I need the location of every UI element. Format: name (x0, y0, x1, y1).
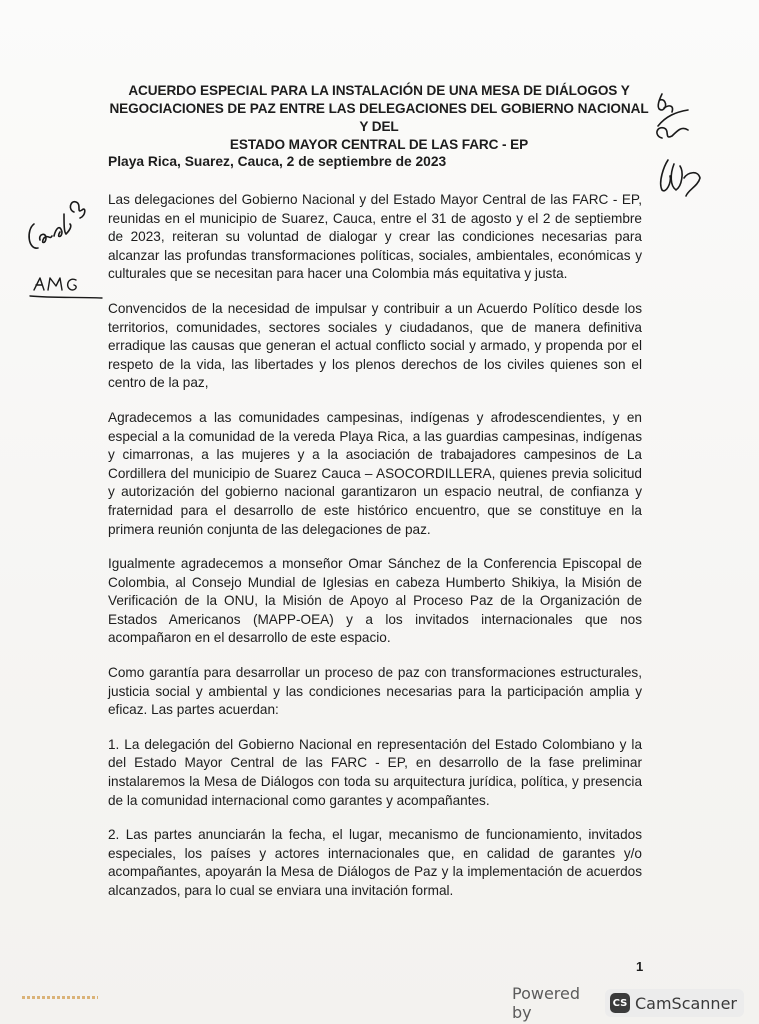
document-body (108, 191, 642, 917)
watermark-brand: CamScanner (634, 993, 737, 1013)
paragraph-garantia: Como garantía para desarrollar un proceso de paz con transformaciones estructurales, justicia social y ambiental y las condiciones necesarias para la participación amplia y eficaz. Las partes acuerdan: (108, 665, 642, 718)
signature-top-right (648, 86, 708, 216)
signature-left-margin (20, 194, 100, 264)
dateline: Playa Rica, Suarez, Cauca, 2 de septiembre de 2023 (108, 154, 447, 169)
title-line-2: NEGOCIACIONES DE PAZ ENTRE LAS DELEGACIONES DEL GOBIERNO NACIONAL Y DEL (109, 101, 649, 134)
paragraph-agradecemos: Agradecemos a las comunidades campesinas, indígenas y afrodescendientes, y en especial a la comunidad de la vereda Playa Rica, a las guardias campesinas, indígenas y cimarronas, a las mujeres y a la asociación de trabajadores campesinos de La Cordillera del municipio de Suarez Cauca – ASOCORDILLERA, quienes previa solicitud y autorización del gobierno nacional garantizaron un espacio neutral, de confianza y fraternidad para el desarrollo de este histórico encuentro, que se constituye en la primera reunión conjunta de las delegaciones de paz. (108, 409, 642, 537)
camscanner-logo-icon: CS (610, 993, 630, 1013)
initials-amg (26, 272, 106, 302)
watermark-badge (605, 989, 744, 1017)
paragraph-convencidos: Convencidos de la necesidad de impulsar y contribuir a un Acuerdo Político desde los territorios, comunidades, sectores sociales y ciudadanos, que de manera definitiva erradique las causas que generan el actual conflicto social y armado, y propenda por el respeto de la vida, las libertades y los plenos derechos de los civiles quienes son el centro de la paz, (108, 300, 642, 391)
paragraph-igualmente: Igualmente agradecemos a monseñor Omar Sánchez de la Conferencia Episcopal de Colombia, al Consejo Mundial de Iglesias en cabeza Humberto Shikiya, la Misión de Verificación de la ONU, la Misión de Apoyo al Proceso Paz de la Organización de Estados Americanos (MAPP-OEA) y a los invitados internacionales que nos acompañaron en el desarrollo de este espacio. (108, 556, 642, 646)
footer-decoration (22, 996, 98, 999)
paragraph-point-2: 2. Las partes anunciarán la fecha, el lugar, mecanismo de funcionamiento, invitados especiales, los países y actores internacionales que, en calidad de garantes y/o acompañantes, apoyarán la Mesa de Diálogos de Paz y la implementación de acuerdos alcanzados, para lo cual se enviara una invitación formal. (108, 827, 642, 898)
title-line-1: ACUERDO ESPECIAL PARA LA INSTALACIÓN DE UNA MESA DE DIÁLOGOS Y (128, 83, 630, 98)
document-title (108, 82, 650, 154)
paragraph-delegations: Las delegaciones del Gobierno Nacional y del Estado Mayor Central de las FARC - EP, reunidas en el municipio de Suarez, Cauca, entre el 31 de agosto y el 2 de septiembre de 2023, reiteran su voluntad de dialogar y crear las condiciones necesarias para alcanzar las profundas transformaciones políticas, sociales, ambientales, económicas y culturales que se necesitan para hacer una Colombia más equitativa y justa. (108, 192, 642, 282)
page-number: 1 (636, 959, 644, 974)
paragraph-point-1: 1. La delegación del Gobierno Nacional en representación del Estado Colombiano y la del Estado Mayor Central de las FARC - EP, en desarrollo de la fase preliminar instalaremos la Mesa de Diálogos con toda su arquitectura jurídica, política, y presencia de la comunidad internacional como garantes y acompañantes. (108, 736, 642, 808)
camscanner-watermark (512, 986, 744, 1020)
title-line-3: ESTADO MAYOR CENTRAL DE LAS FARC - EP (229, 137, 529, 152)
watermark-powered-by: Powered by (512, 984, 581, 1022)
